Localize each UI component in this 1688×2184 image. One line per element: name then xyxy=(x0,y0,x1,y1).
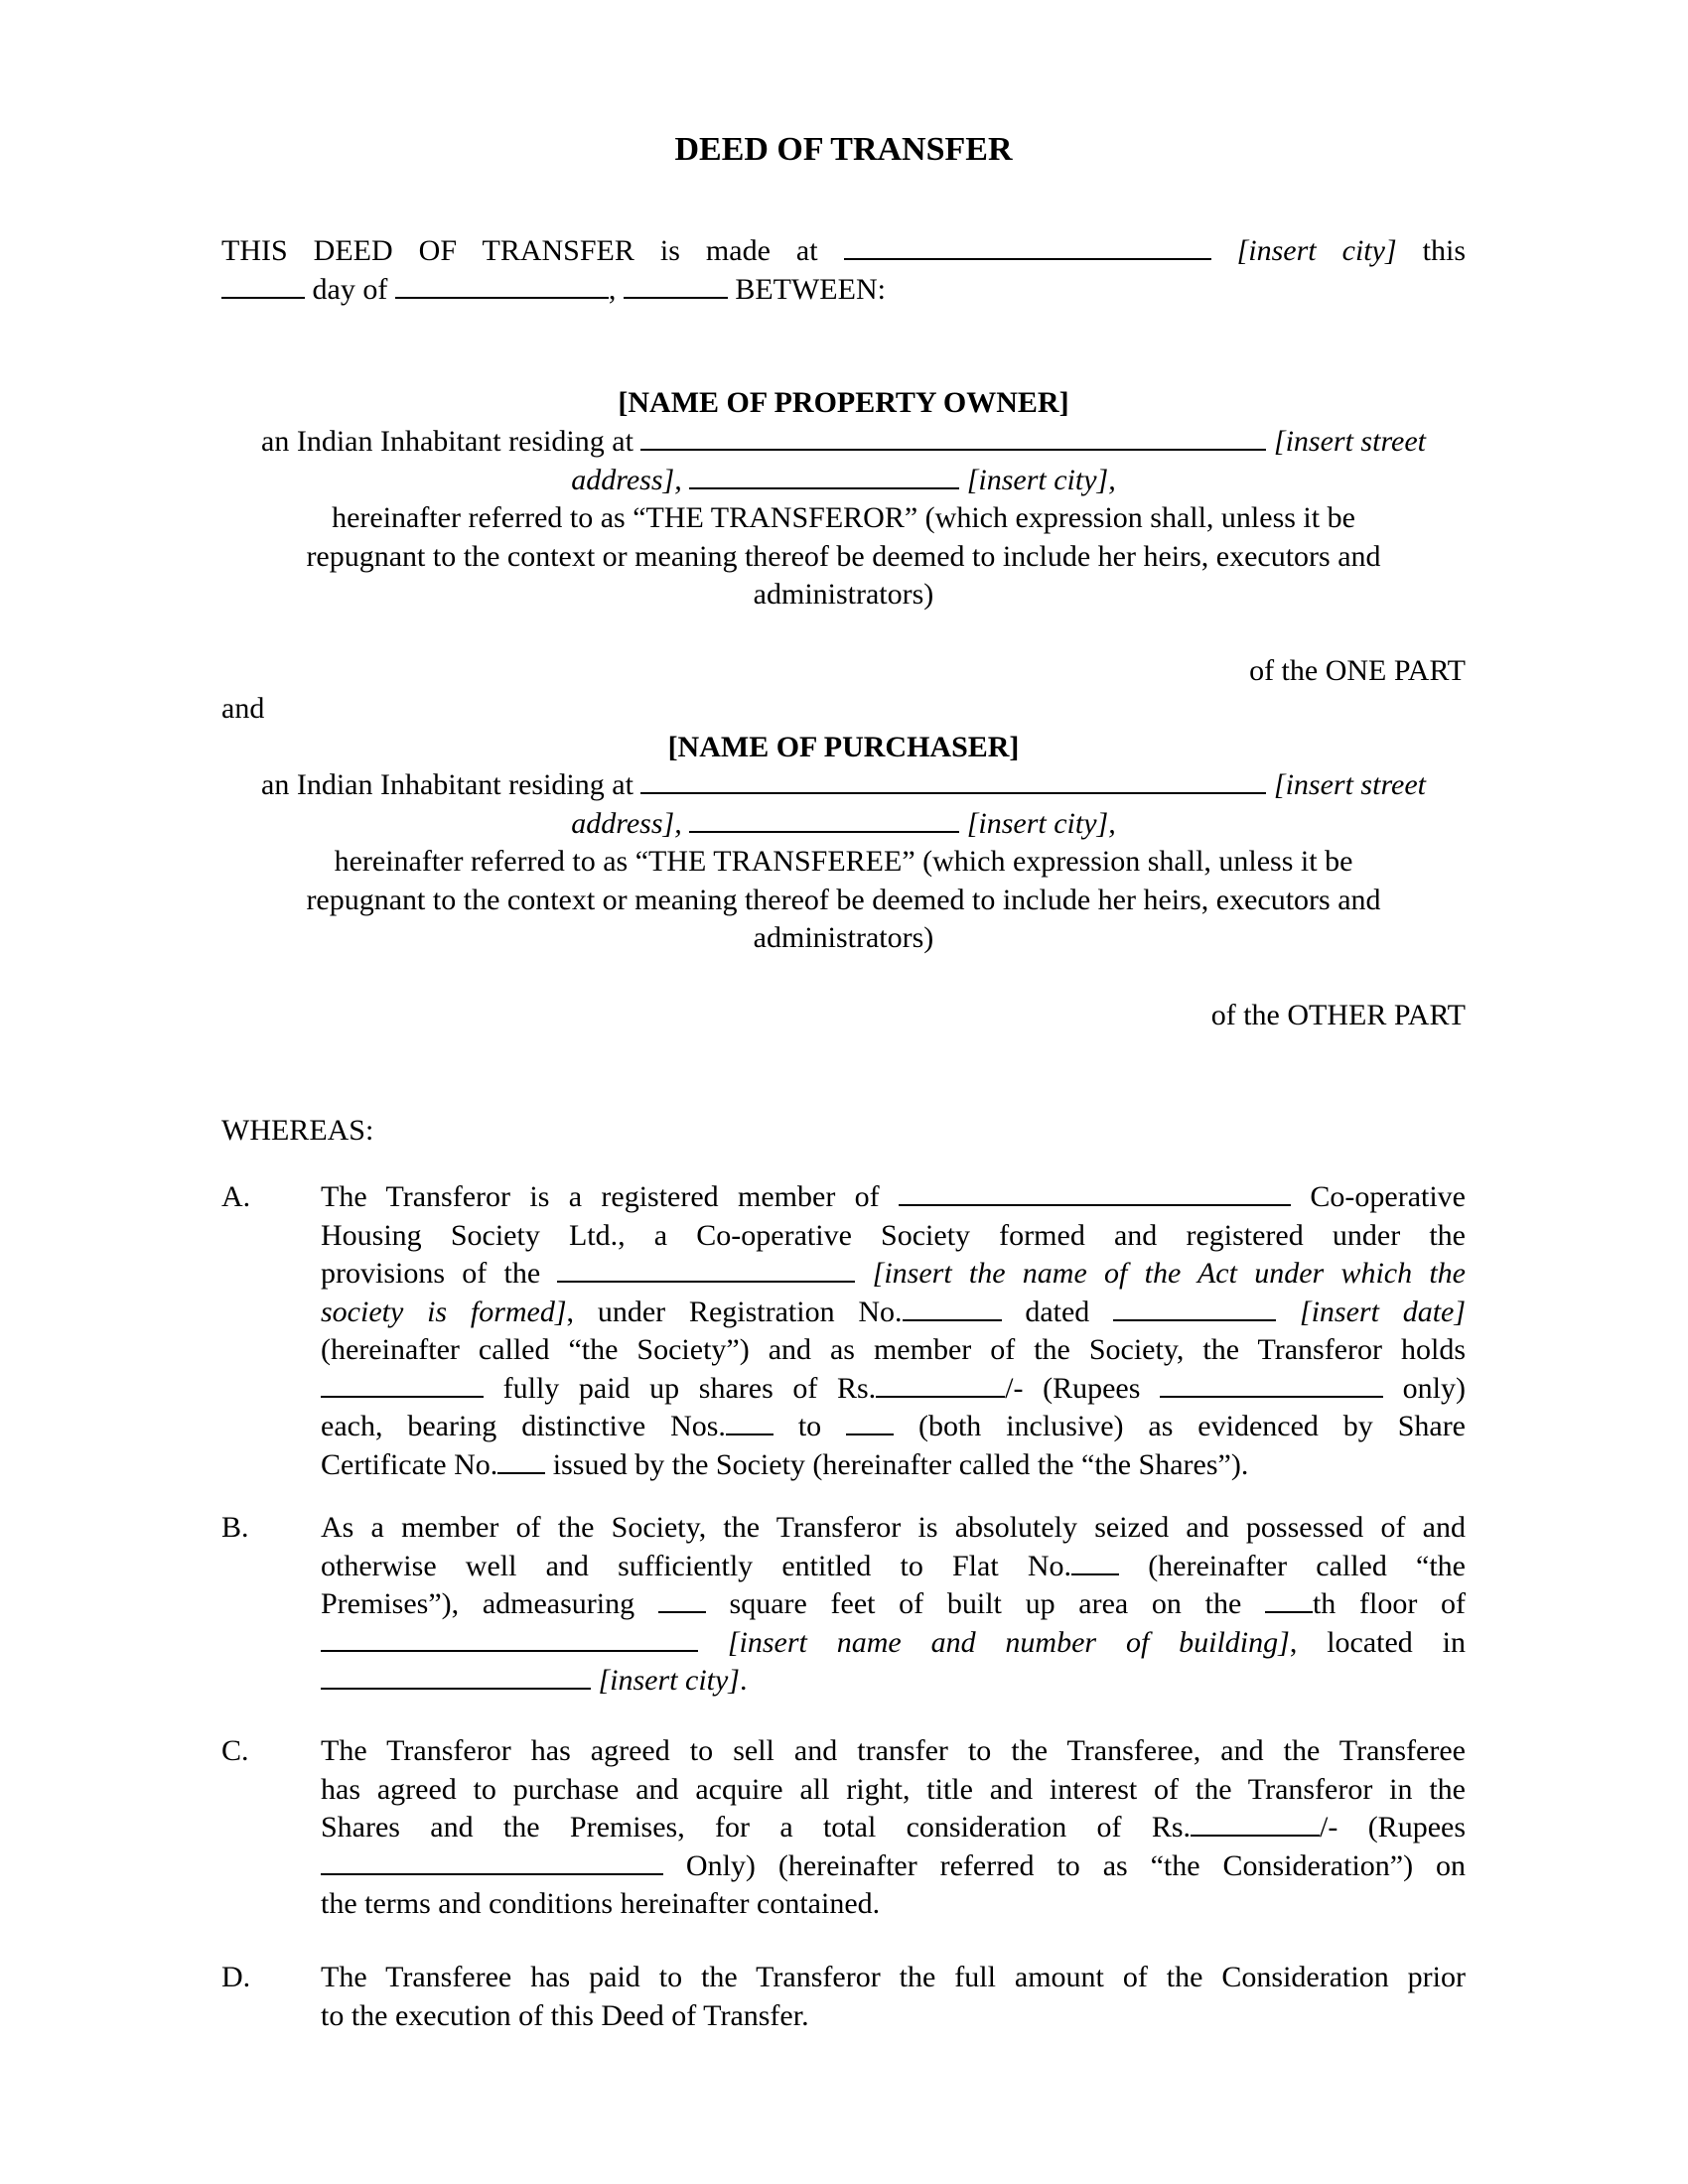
clause-text: . xyxy=(740,1664,748,1697)
clause-label: C. xyxy=(221,1734,249,1767)
share-value-blank[interactable] xyxy=(876,1370,1005,1398)
clause-text: Premises”), admeasuring xyxy=(321,1587,635,1620)
clause-label: D. xyxy=(221,1961,251,1993)
clause-text: provisions of the xyxy=(321,1257,541,1290)
and-text: and xyxy=(221,692,265,725)
intro-text-day: day of xyxy=(312,272,388,306)
floor-blank[interactable] xyxy=(1265,1585,1313,1613)
building-blank[interactable] xyxy=(321,1624,698,1652)
whereas-heading: WHEREAS: xyxy=(221,1114,374,1147)
document-page xyxy=(221,0,1466,2184)
consideration-words-blank[interactable] xyxy=(321,1847,663,1875)
transferee-address xyxy=(221,766,1466,958)
certificate-no-blank[interactable] xyxy=(497,1446,545,1474)
clause-text: each, bearing distinctive Nos. xyxy=(321,1410,726,1442)
transferee-street-hint-cont: address], xyxy=(571,806,682,840)
transferor-residing: an Indian Inhabitant residing at xyxy=(261,425,633,458)
clause-text: , under Registration No. xyxy=(566,1295,903,1328)
year-blank[interactable] xyxy=(624,271,728,299)
registration-date-blank[interactable] xyxy=(1113,1294,1276,1321)
clause-label: A. xyxy=(221,1180,251,1213)
clause-text: (hereinafter called “the xyxy=(1148,1549,1466,1582)
transferee-desc-line2: repugnant to the context or meaning thereof be deemed to include her heirs, executors and xyxy=(306,883,1381,916)
registration-no-blank[interactable] xyxy=(903,1294,1002,1321)
intro-comma: , xyxy=(608,272,617,306)
shares-count-blank[interactable] xyxy=(321,1370,484,1398)
clause-text: Only) (hereinafter referred to as “the Consideration”) on xyxy=(685,1848,1467,1882)
act-name-hint: [insert the name of the Act under which the xyxy=(872,1257,1466,1290)
clause-text: Housing Society Ltd., a Co-operative Society formed and registered under the xyxy=(321,1218,1466,1252)
transferee-part: of the OTHER PART xyxy=(1210,999,1466,1031)
transferee-street-blank[interactable] xyxy=(640,766,1266,794)
intro-between: BETWEEN: xyxy=(735,272,886,306)
clause-text: to xyxy=(797,1410,822,1442)
transferor-address xyxy=(221,423,1466,614)
building-hint: [insert name and number of building] xyxy=(727,1625,1290,1659)
transferor-desc-line3: administrators) xyxy=(753,578,934,611)
clause-text: (both inclusive) as evidenced by Share xyxy=(917,1410,1466,1442)
clause-text: Shares and the Premises, for a total consideration of Rs. xyxy=(321,1811,1192,1843)
transferee-name: [NAME OF PURCHASER] xyxy=(667,731,1020,763)
act-name-blank[interactable] xyxy=(557,1255,855,1283)
day-blank[interactable] xyxy=(221,271,305,299)
transferee-street-hint: [insert street xyxy=(1273,768,1426,801)
intro-text: THIS DEED OF TRANSFER is made at xyxy=(221,234,818,267)
transferor-part: of the ONE PART xyxy=(1249,654,1466,687)
transferee-desc-line1: hereinafter referred to as “THE TRANSFEREE” (which expression shall, unless it be xyxy=(334,845,1353,878)
transferor-street-hint: [insert street xyxy=(1273,425,1426,458)
clause-text: The Transferor is a registered member of xyxy=(321,1180,880,1213)
building-city-blank[interactable] xyxy=(321,1662,591,1690)
act-name-hint-cont: society is formed] xyxy=(321,1295,567,1328)
intro-text-this: this xyxy=(1422,234,1467,267)
clause-text: issued by the Society (hereinafter called the “the Shares”). xyxy=(552,1447,1249,1481)
clause-label: B. xyxy=(221,1511,249,1544)
clause-text: (hereinafter called “the Society”) and as member of the Society, the Transferor holds xyxy=(321,1333,1466,1366)
clause-text: has agreed to purchase and acquire all right, title and interest of the Transferor in the xyxy=(321,1772,1466,1806)
intro-paragraph xyxy=(221,232,1466,309)
distinctive-to-blank[interactable] xyxy=(846,1408,894,1435)
clause-text: to the execution of this Deed of Transfer. xyxy=(321,1998,809,2032)
clause-text: dated xyxy=(1025,1295,1090,1328)
clause-text: As a member of the Society, the Transferor is absolutely seized and possessed of and xyxy=(321,1511,1466,1544)
consideration-amount-blank[interactable] xyxy=(1191,1809,1320,1837)
clause-text: /- (Rupees xyxy=(1320,1811,1466,1843)
transferor-street-blank[interactable] xyxy=(640,423,1266,451)
clause-text: , located in xyxy=(1289,1625,1466,1659)
city-hint: [insert city] xyxy=(598,1664,740,1697)
city-hint: [insert city] xyxy=(1236,234,1397,267)
transferor-street-hint-cont: address], xyxy=(571,463,682,496)
clause-text: the terms and conditions hereinafter contained. xyxy=(321,1887,881,1920)
transferor-name: [NAME OF PROPERTY OWNER] xyxy=(618,386,1069,419)
clause-text: th floor of xyxy=(1312,1587,1467,1620)
transferor-city-hint: [insert city], xyxy=(966,463,1116,496)
month-blank[interactable] xyxy=(395,271,609,299)
transferor-city-blank[interactable] xyxy=(689,462,959,489)
transferor-desc-line1: hereinafter referred to as “THE TRANSFEROR” (which expression shall, unless it be xyxy=(332,501,1355,534)
share-value-words-blank[interactable] xyxy=(1160,1370,1383,1398)
transferor-desc-line2: repugnant to the context or meaning thereof be deemed to include her heirs, executors and xyxy=(306,539,1381,573)
transferee-desc-line3: administrators) xyxy=(753,921,934,954)
flat-no-blank[interactable] xyxy=(1071,1548,1119,1575)
clause-text: Certificate No. xyxy=(321,1447,498,1481)
document-title: DEED OF TRANSFER xyxy=(674,131,1013,168)
clause-text: The Transferee has paid to the Transferor the full amount of the Consideration prior xyxy=(321,1961,1466,1993)
clause-text: fully paid up shares of Rs. xyxy=(502,1371,877,1405)
transferee-city-blank[interactable] xyxy=(689,805,959,833)
distinctive-from-blank[interactable] xyxy=(726,1408,774,1435)
city-blank[interactable] xyxy=(844,232,1211,260)
society-name-blank[interactable] xyxy=(899,1178,1291,1206)
clause-text: square feet of built up area on the xyxy=(729,1587,1242,1620)
date-hint: [insert date] xyxy=(1299,1295,1467,1328)
transferee-residing: an Indian Inhabitant residing at xyxy=(261,768,633,801)
area-blank[interactable] xyxy=(658,1585,706,1613)
transferee-city-hint: [insert city], xyxy=(966,806,1116,840)
clause-text: The Transferor has agreed to sell and transfer to the Transferee, and the Transferee xyxy=(321,1734,1466,1767)
clause-text: only) xyxy=(1402,1371,1466,1405)
clause-text: /- (Rupees xyxy=(1005,1371,1141,1405)
clause-text: Co-operative xyxy=(1310,1180,1466,1213)
clause-text: otherwise well and sufficiently entitled to Flat No. xyxy=(321,1549,1072,1582)
